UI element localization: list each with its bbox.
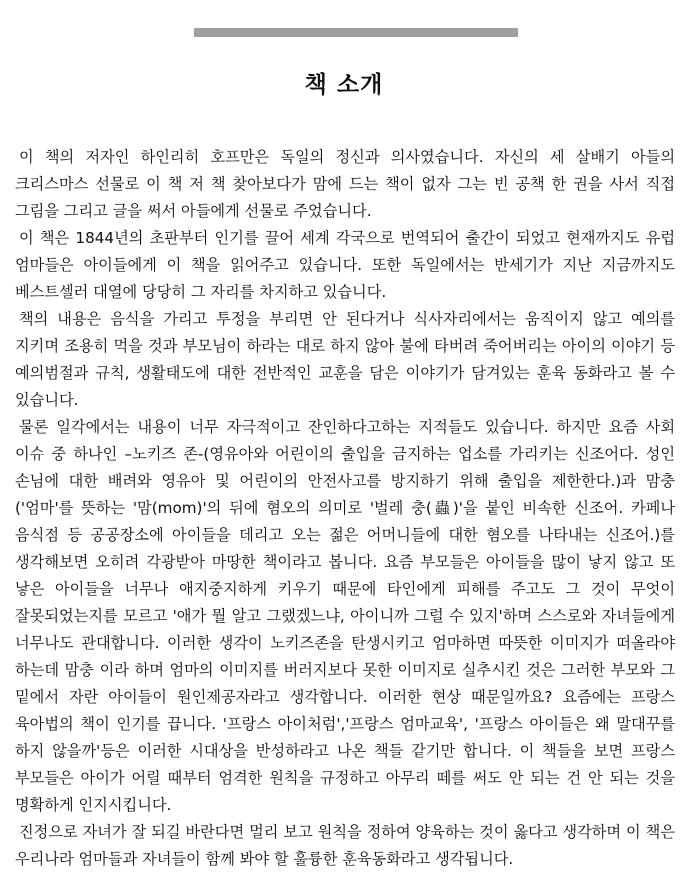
paragraph-author: 이 책의 저자인 하인리히 호프만은 독일의 정신과 의사였습니다. 자신의 세 살배기 아들의 크리스마스 선물로 이 책 저 책 찾아보다가 맘에 드는 책이 없자 그는 빈 공책 한 권을 사서 직접 그림을 그리고 글을 써서 아들에게 선물로 주었습니다.	[15, 148, 675, 220]
paragraph-history: 이 책은 1844년의 초판부터 인기를 끌어 세계 각국으로 번역되어 출간이 되었고 현재까지도 유럽 엄마들은 아이들에게 이 책을 읽어주고 있습니다. 또한 독일에서는 반세기가 지난 지금까지도 베스트셀러 대열에 당당히 그 자리를 차지하고 있습니다.	[15, 229, 675, 301]
document-body	[15, 144, 675, 873]
paragraph-content: 책의 내용은 음식을 가리고 투정을 부리면 안 된다거나 식사자리에서는 움직이지 않고 예의를 지키며 조용히 먹을 것과 부모님이 하라는 대로 하지 않아 불에 타버려 죽어버리는 아이의 이야기 등 예의범절과 규칙, 생활태도에 대한 전반적인 교훈을 담은 이야기가 담겨있는 훈육 동화라고 볼 수 있습니다.	[15, 310, 675, 409]
page-title: 책 소개	[304, 72, 384, 98]
paragraph-conclusion: 진정으로 자녀가 잘 되길 바란다면 멀리 보고 원칙을 정하여 양육하는 것이 옳다고 생각하며 이 책은 우리나라 엄마들과 자녀들이 함께 봐야 할 훌륭한 훈육동화라고 생각됩니다.	[15, 823, 675, 868]
header-divider-bar	[194, 28, 518, 37]
paragraph-critique: 물론 일각에서는 내용이 너무 자극적이고 잔인하다고하는 지적들도 있습니다. 하지만 요즘 사회 이슈 중 하나인 –노키즈 존-(영유아와 어린이의 출입을 금지하는 업소를 가리키는 신조어다. 성인 손님에 대한 배려와 영유아 및 어린이의 안전사고를 방지하기 위해 출입을 제한한다.)과 맘충('엄마'를 뜻하는 '맘(mom)'의 뒤에 혐오의 의미로 '벌레 충(蟲)'을 붙인 비속한 신조어. 카페나 음식점 등 공공장소에 아이들을 데리고 오는 젊은 어머니들에 대한 혐오를 나타내는 신조어.)를 생각해보면 오히려 각광받아 마땅한 책이라고 봅니다. 요즘 부모들은 아이들을 많이 낳지 않고 또 낳은 아이들을 너무나 애지중지하게 키우기 때문에 타인에게 피해를 주고도 그 것이 무엇이 잘못되었는지를 모르고 '애가 뭘 알고 그랬겠느냐, 아이니까 그럴 수 있지'하며 스스로와 자녀들에게 너무나도 관대합니다. 이러한 생각이 노키즈존을 탄생시키고 엄마하면 따뜻한 이미지가 떠올라야 하는데 맘충 이라 하며 엄마의 이미지를 버러지보다 못한 이미지로 실추시킨 것은 그러한 부모와 그 밑에서 자란 아이들이 원인제공자라고 생각합니다. 이러한 현상 때문일까요? 요즘에는 프랑스 육아법의 책이 인기를 끕니다. '프랑스 아이처럼','프랑스 엄마교육', '프랑스 아이들은 왜 말대꾸를 하지 않을까'등은 이러한 시대상을 반성하라고 나온 책들 같기만 합니다. 이 책들을 보면 프랑스 부모들은 아이가 어릴 때부터 엄격한 원칙을 규정하고 아무리 떼를 써도 안 되는 건 안 되는 것을 명확하게 인지시킵니다.	[15, 418, 675, 814]
